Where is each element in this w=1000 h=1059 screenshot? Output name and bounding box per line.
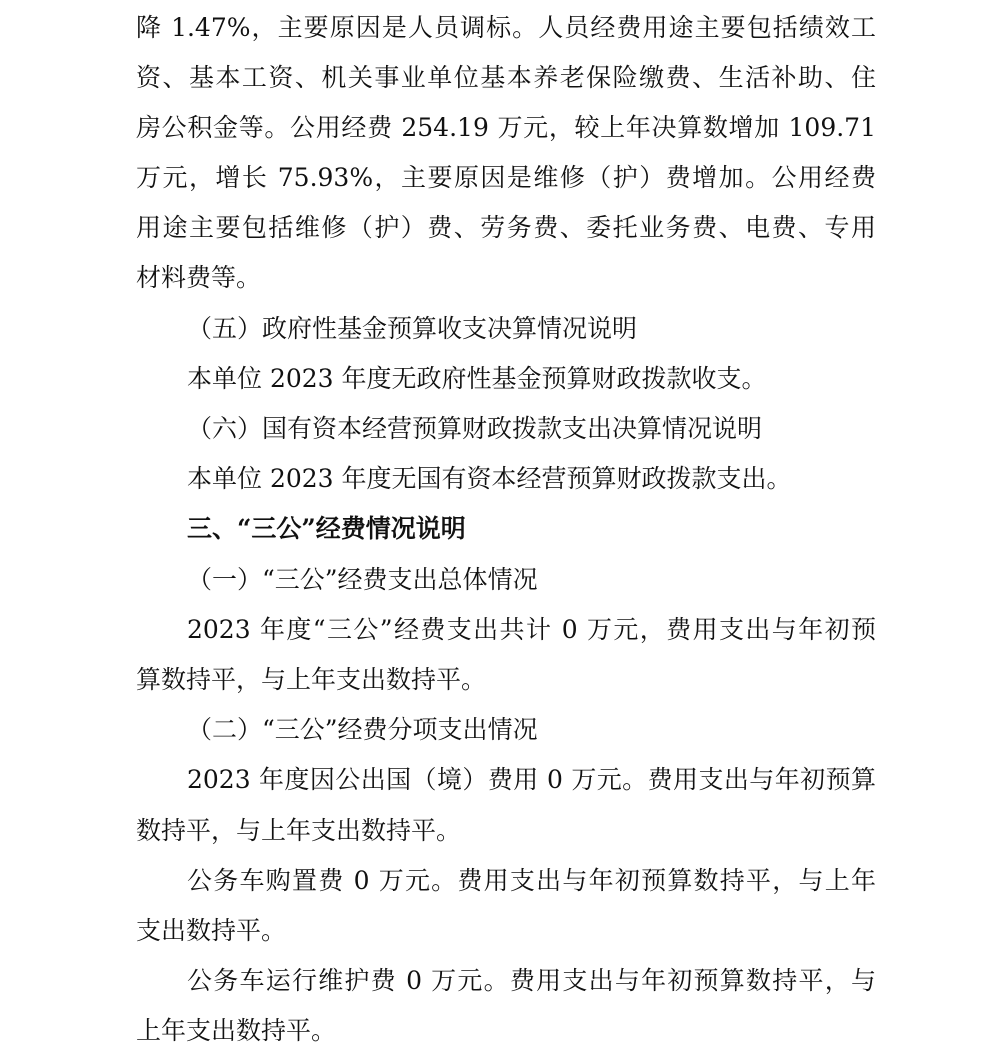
paragraph-line: 资、基本工资、机关事业单位基本养老保险缴费、生活补助、住	[136, 63, 876, 92]
paragraph-line: 2023 年度因公出国（境）费用 0 万元。费用支出与年初预算	[187, 765, 876, 794]
chapter-heading-three: 三、“三公”经费情况说明	[187, 514, 466, 543]
section-heading-6: （六）国有资本经营预算财政拨款支出决算情况说明	[187, 414, 763, 443]
section-heading-1: （一）“三公”经费支出总体情况	[187, 565, 538, 594]
paragraph-line: 用途主要包括维修（护）费、劳务费、委托业务费、电费、专用	[136, 213, 876, 242]
paragraph-line: 本单位 2023 年度无国有资本经营预算财政拨款支出。	[187, 464, 792, 493]
section-heading-2: （二）“三公”经费分项支出情况	[187, 715, 538, 744]
paragraph-line: 支出数持平。	[136, 916, 287, 945]
paragraph-line: 公务车运行维护费 0 万元。费用支出与年初预算数持平，与	[187, 966, 876, 995]
paragraph-line: 本单位 2023 年度无政府性基金预算财政拨款收支。	[187, 364, 767, 393]
paragraph-line: 2023 年度“三公”经费支出共计 0 万元，费用支出与年初预	[187, 615, 876, 644]
paragraph-line: 万元，增长 75.93%，主要原因是维修（护）费增加。公用经费	[136, 163, 876, 192]
paragraph-line: 房公积金等。公用经费 254.19 万元，较上年决算数增加 109.71	[136, 113, 876, 142]
paragraph-line: 公务车购置费 0 万元。费用支出与年初预算数持平，与上年	[187, 866, 876, 895]
paragraph-line: 数持平，与上年支出数持平。	[136, 816, 462, 845]
paragraph-line: 降 1.47%，主要原因是人员调标。人员经费用途主要包括绩效工	[136, 13, 876, 42]
paragraph-line: 上年支出数持平。	[136, 1016, 337, 1045]
section-heading-5: （五）政府性基金预算收支决算情况说明	[187, 314, 638, 343]
paragraph-line: 材料费等。	[136, 263, 262, 292]
paragraph-line: 算数持平，与上年支出数持平。	[136, 665, 487, 694]
